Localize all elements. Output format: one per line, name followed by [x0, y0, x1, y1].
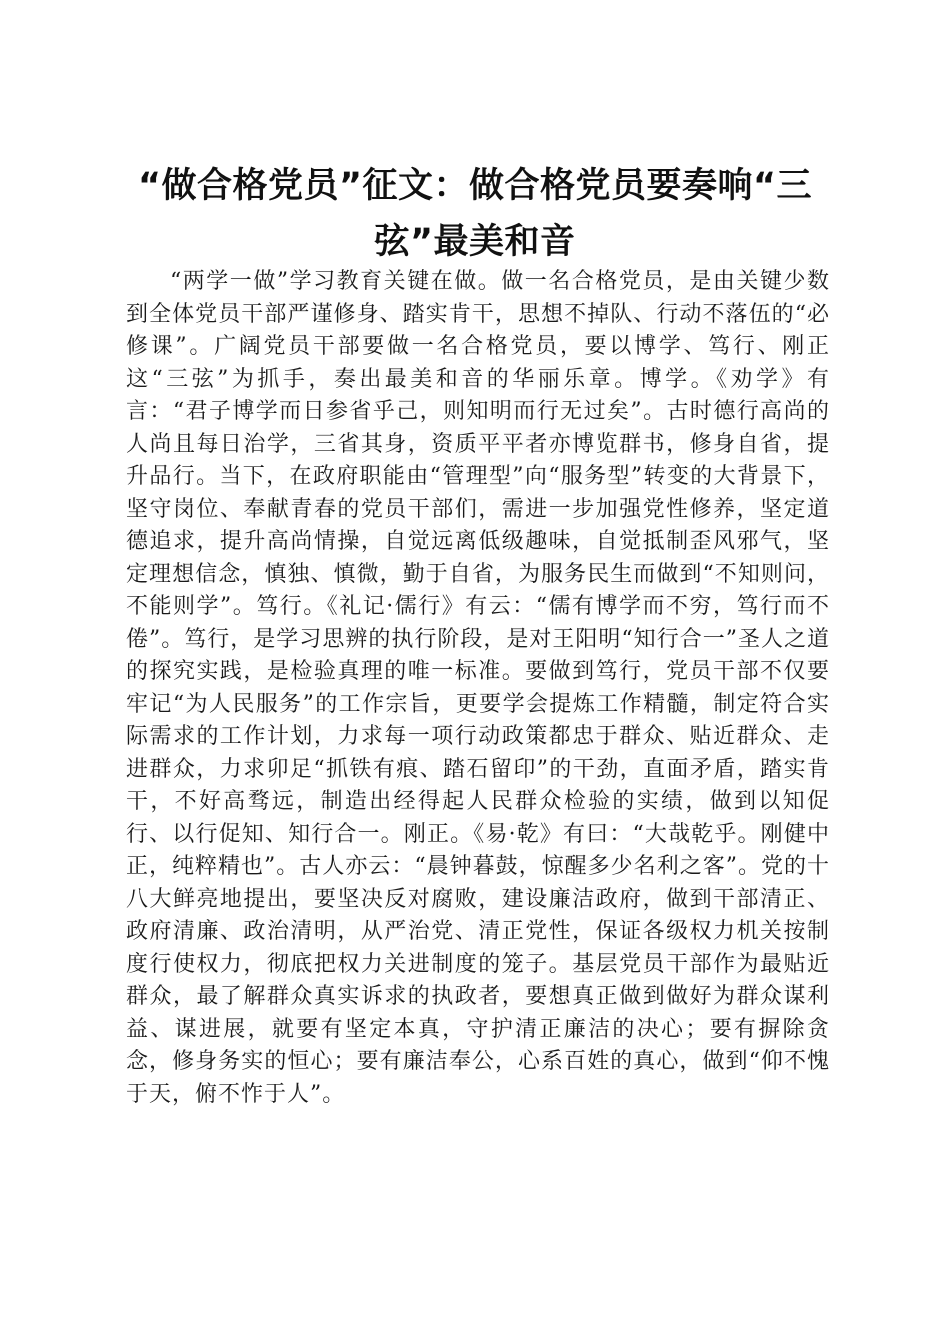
document-title: “做合格党员”征文：做合格党员要奏响“三弦”最美和音: [137, 166, 812, 262]
body-paragraph: “两学一做”学习教育关键在做。做一名合格党员，是由关键少数到全体党员干部严谨修身、踏实肯干，思想不掉队、行动不落伍的“必修课”。广阔党员干部要做一名合格党员，要以博学、笃行、刚正这“三弦”为抓手，奏出最美和音的华丽乐章。博学。《劝学》有言：“君子博学而日参省乎己，则知明而行无过矣”。古时德行高尚的人尚且每日治学，三省其身，资质平平者亦博览群书，修身自省，提升品行。当下，在政府职能由“管理型”向“服务型”转变的大背景下，坚守岗位、奉献青春的党员干部们，需进一步加强党性修养，坚定道德追求，提升高尚情操，自觉远离低级趣味，自觉抵制歪风邪气，坚定理想信念，慎独、慎微，勤于自省，为服务民生而做到“不知则问，不能则学”。笃行。《礼记·儒行》有云：“儒有博学而不穷，笃行而不倦”。笃行，是学习思辨的执行阶段，是对王阳明“知行合一”圣人之道的探究实践，是检验真理的唯一标准。要做到笃行，党员干部不仅要牢记“为人民服务”的工作宗旨，更要学会提炼工作精髓，制定符合实际需求的工作计划，力求每一项行动政策都忠于群众、贴近群众、走进群众，力求卯足“抓铁有痕、踏石留印”的干劲，直面矛盾，踏实肯干，不好高骛远，制造出经得起人民群众检验的实绩，做到以知促行、以行促知、知行合一。刚正。《易·乾》有曰：“大哉乾乎。刚健中正，纯粹精也”。古人亦云：“晨钟暮鼓，惊醒多少名利之客”。党的十八大鲜亮地提出，要坚决反对腐败，建设廉洁政府，做到干部清正、政府清廉、政治清明，从严治党、清正党性，保证各级权力机关按制度行使权力，彻底把权力关进制度的笼子。基层党员干部作为最贴近群众，最了解群众真实诉求的执政者，要想真正做到做好为群众谋利益、谋进展，就要有坚定本真，守护清正廉洁的决心；要有摒除贪念，修身务实的恒心；要有廉洁奉公，心系百姓的真心，做到“仰不愧于天，俯不怍于人”。: [126, 269, 830, 1107]
